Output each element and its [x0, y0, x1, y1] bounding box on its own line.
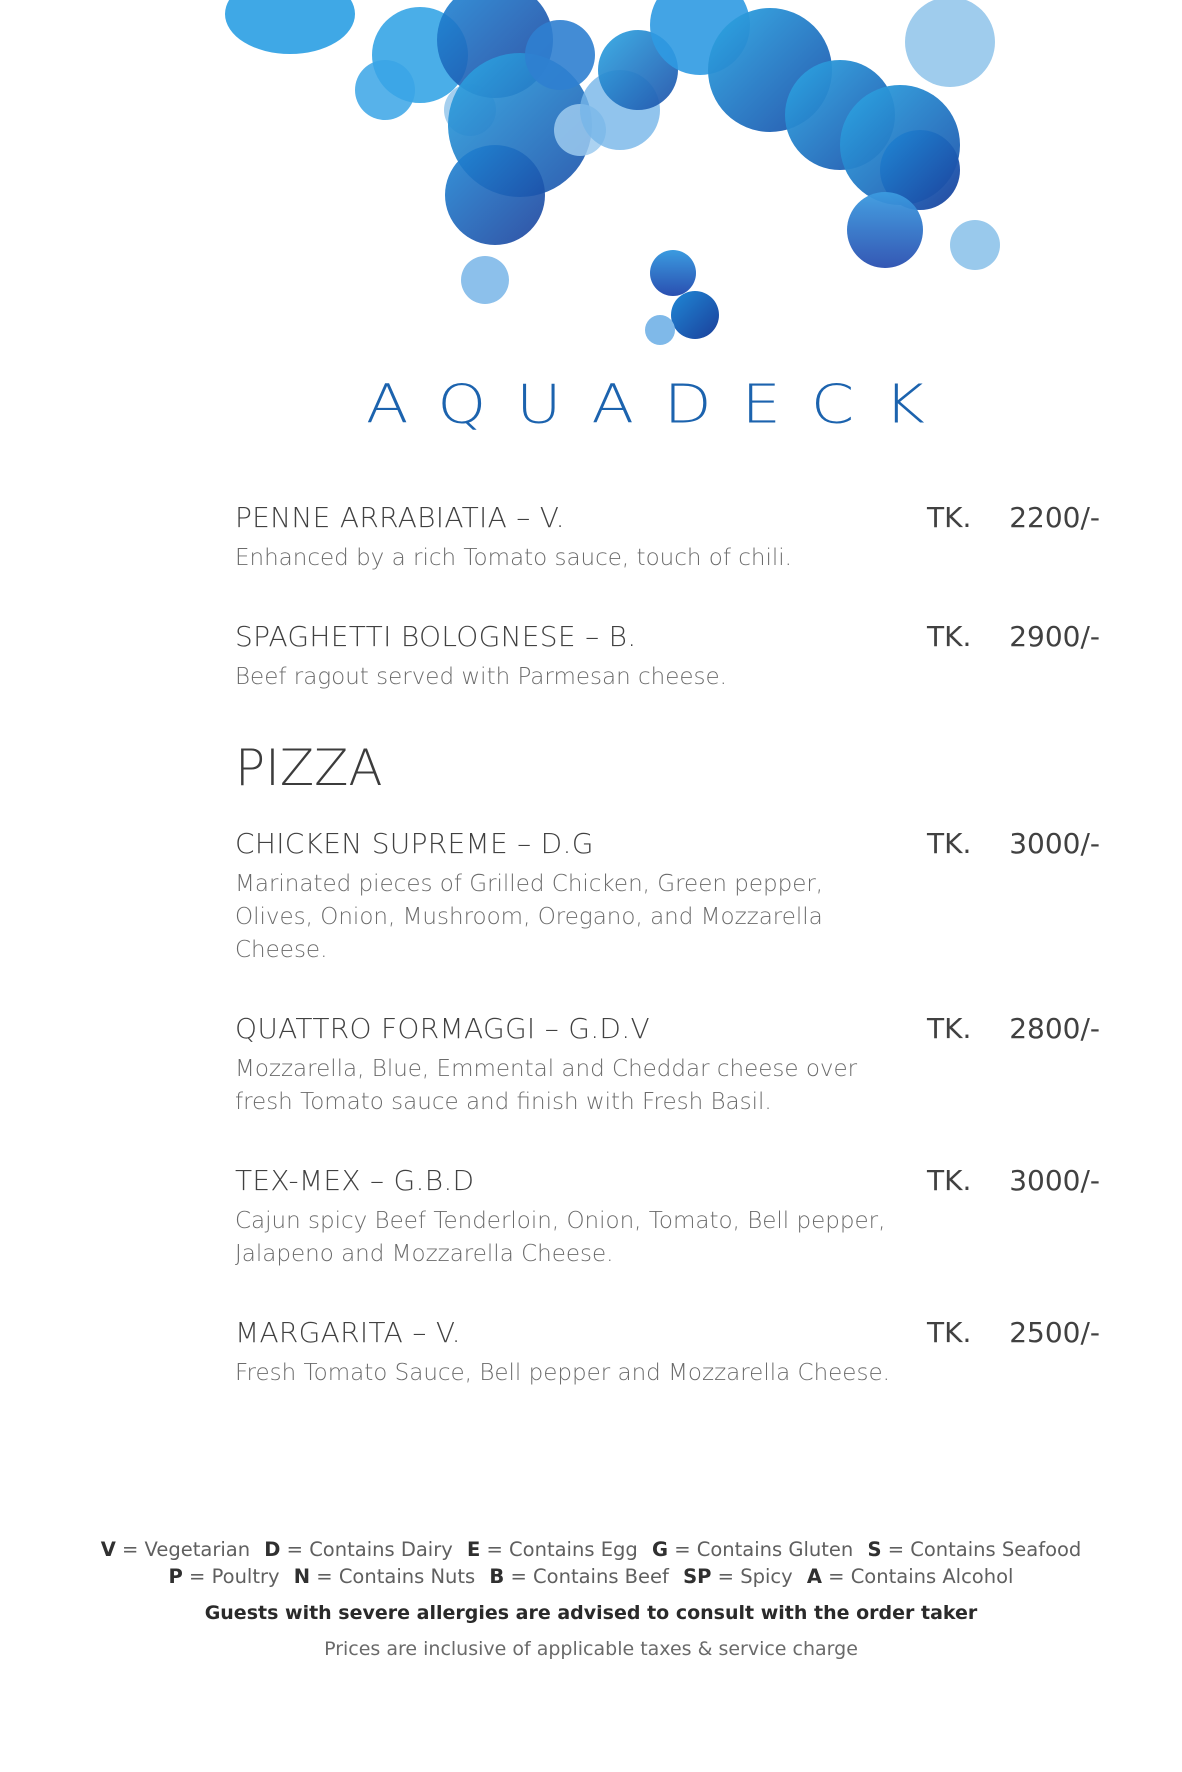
item-description: Enhanced by a rich Tomato sauce, touch of chili. [235, 545, 792, 571]
price-amount: 2200/- [1009, 501, 1100, 534]
price-amount: 3000/- [1009, 1164, 1100, 1197]
legend-label: = Contains Egg [486, 1538, 638, 1561]
legend-label: = Poultry [189, 1565, 280, 1588]
item-description: Cajun spicy Beef Tenderloin, Onion, Tomato, Bell pepper, Jalapeno and Mozzarella Cheese. [235, 1208, 886, 1267]
item-description: Beef ragout served with Parmesan cheese. [235, 664, 727, 690]
item-price [927, 619, 1100, 655]
item-name: MARGARITA – V. [235, 1316, 461, 1349]
price-currency: TK. [927, 620, 972, 653]
price-currency: TK. [927, 501, 972, 534]
legend-label: = Contains Alcohol [828, 1565, 1014, 1588]
price-note: Prices are inclusive of applicable taxes & service charge [324, 1638, 858, 1660]
item-name: TEX-MEX – G.B.D [235, 1164, 475, 1197]
legend-key: A [806, 1565, 822, 1588]
legend-row-1 [0, 1536, 1182, 1563]
menu-item [235, 500, 1100, 575]
menu-item [235, 1163, 1100, 1271]
legend-label: = Spicy [717, 1565, 793, 1588]
price-currency: TK. [927, 827, 972, 860]
legend-key: N [293, 1565, 311, 1588]
legend-key: SP [683, 1565, 712, 1588]
item-name: SPAGHETTI BOLOGNESE – B. [235, 620, 637, 653]
legend-label: = Contains Gluten [674, 1538, 854, 1561]
menu-list [235, 500, 1100, 1434]
legend-label: = Vegetarian [121, 1538, 251, 1561]
item-name: QUATTRO FORMAGGI – G.D.V [235, 1012, 650, 1045]
legend-key: G [651, 1538, 668, 1561]
price-currency: TK. [927, 1316, 972, 1349]
item-price [927, 500, 1100, 536]
blue-bubbles-graphic [0, 0, 1182, 360]
menu-item [235, 826, 1100, 967]
legend-key: S [867, 1538, 882, 1561]
item-price [927, 1315, 1100, 1351]
legend-key: D [264, 1538, 281, 1561]
allergy-advice: Guests with severe allergies are advised to consult with the order taker [204, 1602, 978, 1624]
aquadeck-logo: AQUADECK [366, 372, 955, 436]
allergen-legend [0, 1536, 1182, 1590]
price-amount: 3000/- [1009, 827, 1100, 860]
menu-item [235, 1011, 1100, 1119]
legend-label: = Contains Dairy [286, 1538, 453, 1561]
item-description: Mozzarella, Blue, Emmental and Cheddar cheese over fresh Tomato sauce and finish with Fresh Basil. [235, 1056, 858, 1115]
legend-key: P [168, 1565, 183, 1588]
menu-item [235, 619, 1100, 694]
item-price [927, 1011, 1100, 1047]
legend-label: = Contains Nuts [316, 1565, 476, 1588]
item-price [927, 1163, 1100, 1199]
price-amount: 2500/- [1009, 1316, 1100, 1349]
item-description: Marinated pieces of Grilled Chicken, Green pepper, Olives, Onion, Mushroom, Oregano, and Mozzarella Cheese. [235, 871, 824, 963]
menu-item [235, 1315, 1100, 1390]
legend-row-2 [0, 1563, 1182, 1590]
legend-label: = Contains Seafood [887, 1538, 1082, 1561]
item-price [927, 826, 1100, 862]
price-amount: 2900/- [1009, 620, 1100, 653]
item-description: Fresh Tomato Sauce, Bell pepper and Mozzarella Cheese. [235, 1360, 890, 1386]
legend-key: B [489, 1565, 505, 1588]
section-title-pizza: PIZZA [235, 739, 383, 797]
item-name: CHICKEN SUPREME – D.G [235, 827, 594, 860]
price-currency: TK. [927, 1012, 972, 1045]
legend-label: = Contains Beef [510, 1565, 669, 1588]
legend-key: E [466, 1538, 481, 1561]
item-name: PENNE ARRABIATIA – V. [235, 501, 565, 534]
price-amount: 2800/- [1009, 1012, 1100, 1045]
price-currency: TK. [927, 1164, 972, 1197]
legend-key: V [100, 1538, 116, 1561]
